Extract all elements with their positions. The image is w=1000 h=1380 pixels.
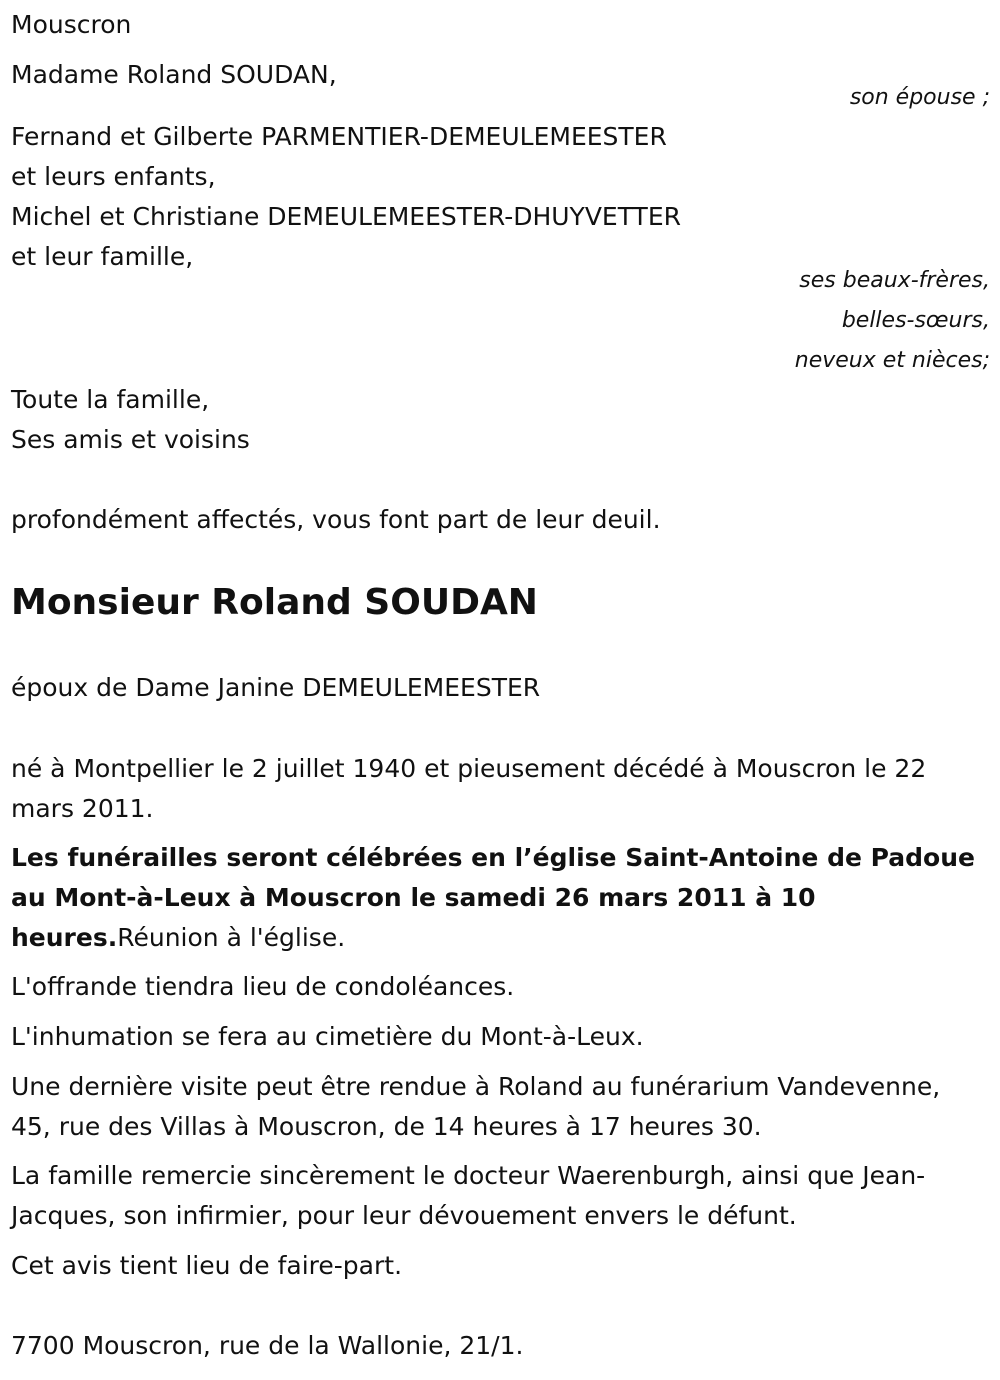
thanks: La famille remercie sincèrement le docteur Waerenburgh, ainsi que Jean-Jacques, son infirmier, pour leur dévouement envers le défunt. (11, 1161, 926, 1230)
spouse-of: époux de Dame Janine DEMEULEMEESTER (11, 673, 541, 702)
city-heading: Mouscron (11, 10, 132, 39)
spouse-role: son épouse ; (849, 85, 990, 110)
others-line: Toute la famille, (11, 385, 210, 414)
relatives-line: et leurs enfants, (11, 162, 216, 191)
spouse-name: Madame Roland SOUDAN, (11, 60, 337, 89)
relatives-role: belles-sœurs, (841, 308, 990, 333)
offering: L'offrande tiendra lieu de condoléances. (11, 972, 515, 1001)
others-line: Ses amis et voisins (11, 425, 250, 454)
ceremony-paragraph (11, 838, 986, 958)
notice: Cet avis tient lieu de faire-part. (11, 1251, 403, 1280)
relatives-line: Fernand et Gilberte PARMENTIER-DEMEULEMEESTER (11, 122, 667, 151)
last-visit: Une dernière visite peut être rendue à Roland au funérarium Vandevenne, 45, rue des Villas à Mouscron, de 14 heures à 17 heures 30. (11, 1072, 941, 1141)
burial: L'inhumation se fera au cimetière du Mont-à-Leux. (11, 1022, 644, 1051)
relatives-role: ses beaux-frères, (799, 268, 990, 293)
relatives-line: et leur famille, (11, 242, 194, 271)
birth-death: né à Montpellier le 2 juillet 1940 et pieusement décédé à Mouscron le 22 mars 2011. (11, 754, 927, 823)
announcement: profondément affectés, vous font part de leur deuil. (11, 505, 661, 534)
relatives-role: neveux et nièces; (794, 348, 990, 373)
ceremony-bold: Les funérailles seront célébrées en l’église Saint-Antoine de Padoue au Mont-à-Leux à Mouscron le samedi 26 mars 2011 à 10 heures. (11, 843, 975, 952)
address: 7700 Mouscron, rue de la Wallonie, 21/1. (11, 1331, 524, 1360)
ceremony-rest: Réunion à l'église. (117, 923, 346, 952)
deceased-name: Monsieur Roland SOUDAN (11, 582, 538, 623)
relatives-line: Michel et Christiane DEMEULEMEESTER-DHUYVETTER (11, 202, 681, 231)
